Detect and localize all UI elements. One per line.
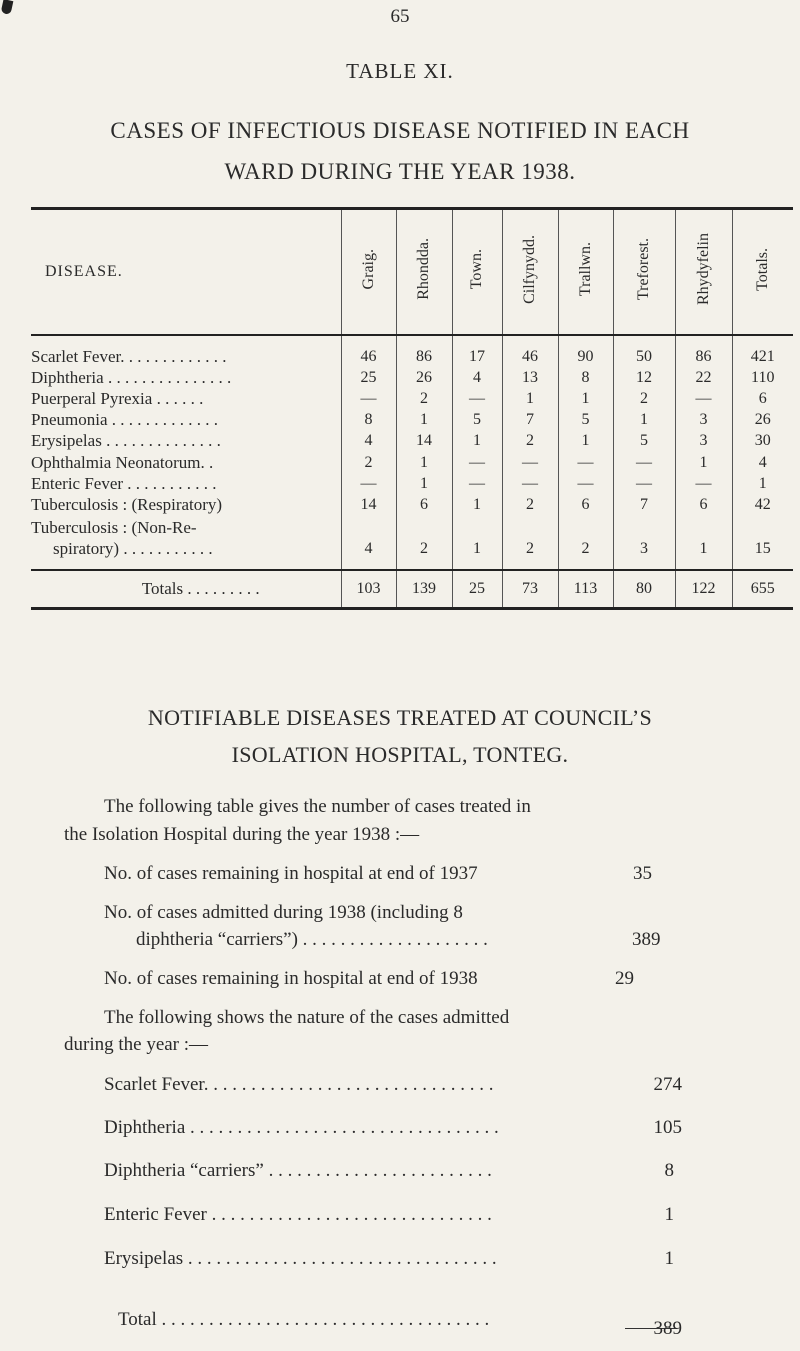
row-disease-name bbox=[31, 515, 341, 559]
cell: 1 bbox=[452, 430, 502, 451]
cell: 2 bbox=[341, 451, 396, 472]
list-item-label: Erysipelas . . . . . . . . . . . . . . . . . . . . . . . . . . . . . . . . . bbox=[104, 1248, 497, 1269]
cell: 4 bbox=[732, 451, 793, 472]
cell: 6 bbox=[558, 494, 613, 515]
cell: 1 bbox=[675, 451, 732, 472]
cell: 4 bbox=[341, 515, 396, 559]
intro-line2: the Isolation Hospital during the year 1938 :— bbox=[64, 824, 420, 845]
list-item-value: 1 bbox=[664, 1204, 674, 1225]
table-title: TABLE XI. bbox=[346, 59, 454, 83]
cell: 2 bbox=[396, 388, 452, 409]
ward-header-town: Town. bbox=[452, 209, 502, 335]
cell: 25 bbox=[452, 570, 502, 609]
cell: 122 bbox=[675, 570, 732, 609]
cell: 3 bbox=[675, 409, 732, 430]
cell: 1 bbox=[732, 473, 793, 494]
cell: 7 bbox=[613, 494, 675, 515]
cell: 655 bbox=[732, 570, 793, 609]
section-heading-line2: ISOLATION HOSPITAL, TONTEG. bbox=[231, 742, 569, 767]
ward-header-trallwn: Trallwn. bbox=[558, 209, 613, 335]
cell: — bbox=[675, 388, 732, 409]
cell: 1 bbox=[675, 515, 732, 559]
intro-line1: The following table gives the number of cases treated in bbox=[104, 796, 531, 817]
list-item bbox=[104, 1117, 682, 1143]
ward-header-treforest: Treforest. bbox=[613, 209, 675, 335]
ward-header-graig: Graig. bbox=[341, 209, 396, 335]
ward-header-rhondda: Rhondda. bbox=[396, 209, 452, 335]
stat-remaining-1937-text: No. of cases remaining in hospital at end of 1937 bbox=[104, 863, 478, 884]
cell: — bbox=[558, 451, 613, 472]
cell: 1 bbox=[452, 515, 502, 559]
cell: 1 bbox=[558, 430, 613, 451]
page-number: 65 bbox=[390, 6, 410, 27]
cell: — bbox=[502, 451, 558, 472]
row-disease-name: Erysipelas . . . . . . . . . . . . . . bbox=[31, 431, 221, 451]
cell: 42 bbox=[732, 494, 793, 515]
table-heading-line2: WARD DURING THE YEAR 1938. bbox=[224, 159, 576, 184]
section-heading-line1: NOTIFIABLE DISEASES TREATED AT COUNCIL’S bbox=[147, 705, 653, 730]
cell: — bbox=[452, 388, 502, 409]
cell: 1 bbox=[452, 494, 502, 515]
table-row bbox=[31, 367, 793, 388]
stat-admitted-value: 389 bbox=[632, 929, 661, 950]
cell: 3 bbox=[675, 430, 732, 451]
cell: 2 bbox=[502, 515, 558, 559]
cell: 2 bbox=[502, 494, 558, 515]
ward-header-rhydyfelin: Rhydyfelin bbox=[675, 209, 732, 335]
row-disease-name: Enteric Fever . . . . . . . . . . . bbox=[31, 473, 217, 493]
cell: 4 bbox=[452, 367, 502, 388]
cell: 15 bbox=[732, 515, 793, 559]
table-row bbox=[31, 346, 793, 367]
infectious-disease-table bbox=[31, 207, 793, 610]
cell: 110 bbox=[732, 367, 793, 388]
cell: 46 bbox=[502, 346, 558, 367]
table-row bbox=[31, 409, 793, 430]
ward-header-cilfynydd: Cilfynydd. bbox=[502, 209, 558, 335]
cell: 1 bbox=[396, 409, 452, 430]
cell: 2 bbox=[396, 515, 452, 559]
cell: — bbox=[502, 473, 558, 494]
list-item bbox=[104, 1204, 682, 1230]
table-row bbox=[31, 473, 793, 494]
list-item-value: 274 bbox=[653, 1074, 682, 1095]
cell: 73 bbox=[502, 570, 558, 609]
cell: 4 bbox=[341, 430, 396, 451]
cell: 8 bbox=[341, 409, 396, 430]
table-row bbox=[31, 430, 793, 451]
row-disease-name: Pneumonia . . . . . . . . . . . . . bbox=[31, 410, 218, 430]
cell: 6 bbox=[396, 494, 452, 515]
totals-label: Totals . . . . . . . . . bbox=[31, 570, 341, 609]
list-item bbox=[104, 1248, 682, 1274]
table-row bbox=[31, 388, 793, 409]
nature-line2: during the year :— bbox=[64, 1034, 209, 1055]
row-disease-name: Tuberculosis : (Respiratory) bbox=[31, 494, 223, 514]
table-header-row bbox=[31, 209, 793, 335]
cell: 113 bbox=[558, 570, 613, 609]
stat-remaining-1937-value: 35 bbox=[633, 863, 652, 884]
stat-admitted-text-line1: No. of cases admitted during 1938 (including 8 bbox=[104, 902, 463, 923]
cell: — bbox=[613, 451, 675, 472]
list-item-value: 1 bbox=[664, 1248, 674, 1269]
cell: 2 bbox=[502, 430, 558, 451]
list-item-label: Scarlet Fever. . . . . . . . . . . . . . . . . . . . . . . . . . . . . . . bbox=[104, 1074, 494, 1095]
row-name-line1: Tuberculosis : (Non-Re- bbox=[31, 518, 197, 537]
cell: 12 bbox=[613, 367, 675, 388]
cell: 5 bbox=[613, 430, 675, 451]
cell: — bbox=[341, 473, 396, 494]
list-item-label: Enteric Fever . . . . . . . . . . . . . . . . . . . . . . . . . . . . . . bbox=[104, 1204, 492, 1225]
cell: 3 bbox=[613, 515, 675, 559]
table-row bbox=[31, 494, 793, 515]
table-row bbox=[31, 515, 793, 559]
row-disease-name: Diphtheria . . . . . . . . . . . . . . . bbox=[31, 367, 232, 387]
cell: 14 bbox=[396, 430, 452, 451]
list-item-label: Diphtheria . . . . . . . . . . . . . . . . . . . . . . . . . . . . . . . . . bbox=[104, 1117, 499, 1138]
cell: 14 bbox=[341, 494, 396, 515]
cell: 50 bbox=[613, 346, 675, 367]
cell: 6 bbox=[732, 388, 793, 409]
cell: — bbox=[341, 388, 396, 409]
list-item-label: Diphtheria “carriers” . . . . . . . . . . . . . . . . . . . . . . . . bbox=[104, 1160, 492, 1181]
cell: 421 bbox=[732, 346, 793, 367]
cell: 7 bbox=[502, 409, 558, 430]
cell: 1 bbox=[613, 409, 675, 430]
cell: — bbox=[558, 473, 613, 494]
cell: 17 bbox=[452, 346, 502, 367]
cell: 86 bbox=[396, 346, 452, 367]
cell: 1 bbox=[558, 388, 613, 409]
cell: 5 bbox=[452, 409, 502, 430]
list-item-value: 105 bbox=[653, 1117, 682, 1138]
cell: 22 bbox=[675, 367, 732, 388]
cell: 139 bbox=[396, 570, 452, 609]
total-row bbox=[118, 1309, 682, 1339]
cell: 46 bbox=[341, 346, 396, 367]
cell: — bbox=[452, 451, 502, 472]
cell: 1 bbox=[502, 388, 558, 409]
table-row bbox=[31, 451, 793, 472]
cell: 8 bbox=[558, 367, 613, 388]
cell: 13 bbox=[502, 367, 558, 388]
cell: 26 bbox=[732, 409, 793, 430]
cell: 6 bbox=[675, 494, 732, 515]
cell: 90 bbox=[558, 346, 613, 367]
disease-column-header: DISEASE. bbox=[31, 209, 341, 335]
list-item bbox=[104, 1074, 682, 1100]
totals-row bbox=[31, 570, 793, 609]
table-heading-line1: CASES OF INFECTIOUS DISEASE NOTIFIED IN EACH bbox=[110, 118, 690, 143]
row-disease-name: Scarlet Fever. . . . . . . . . . . . . bbox=[31, 346, 227, 366]
cell: — bbox=[452, 473, 502, 494]
cell: 26 bbox=[396, 367, 452, 388]
totals-column-header: Totals. bbox=[732, 209, 793, 335]
cell: 25 bbox=[341, 367, 396, 388]
cell: — bbox=[613, 473, 675, 494]
total-label: Total . . . . . . . . . . . . . . . . . . . . . . . . . . . . . . . . . . . bbox=[118, 1309, 490, 1330]
row-disease-name: Ophthalmia Neonatorum. . bbox=[31, 452, 214, 472]
cell: — bbox=[675, 473, 732, 494]
cell: 2 bbox=[613, 388, 675, 409]
list-item bbox=[104, 1160, 682, 1186]
stat-remaining-1938-value: 29 bbox=[615, 968, 634, 989]
stat-admitted-text-line2: diphtheria “carriers”) . . . . . . . . . . . . . . . . . . . . bbox=[136, 929, 488, 950]
total-value: 389 bbox=[653, 1318, 682, 1339]
nature-line1: The following shows the nature of the cases admitted bbox=[104, 1007, 510, 1028]
row-name-line2: spiratory) . . . . . . . . . . . bbox=[53, 539, 213, 558]
cell: 103 bbox=[341, 570, 396, 609]
cell: 2 bbox=[558, 515, 613, 559]
stat-remaining-1938-text: No. of cases remaining in hospital at end of 1938 bbox=[104, 968, 478, 989]
cell: 30 bbox=[732, 430, 793, 451]
cell: 1 bbox=[396, 451, 452, 472]
row-disease-name: Puerperal Pyrexia . . . . . . bbox=[31, 388, 204, 408]
list-item-value: 8 bbox=[664, 1160, 674, 1181]
cell: 86 bbox=[675, 346, 732, 367]
cell: 1 bbox=[396, 473, 452, 494]
cell: 80 bbox=[613, 570, 675, 609]
cell: 5 bbox=[558, 409, 613, 430]
